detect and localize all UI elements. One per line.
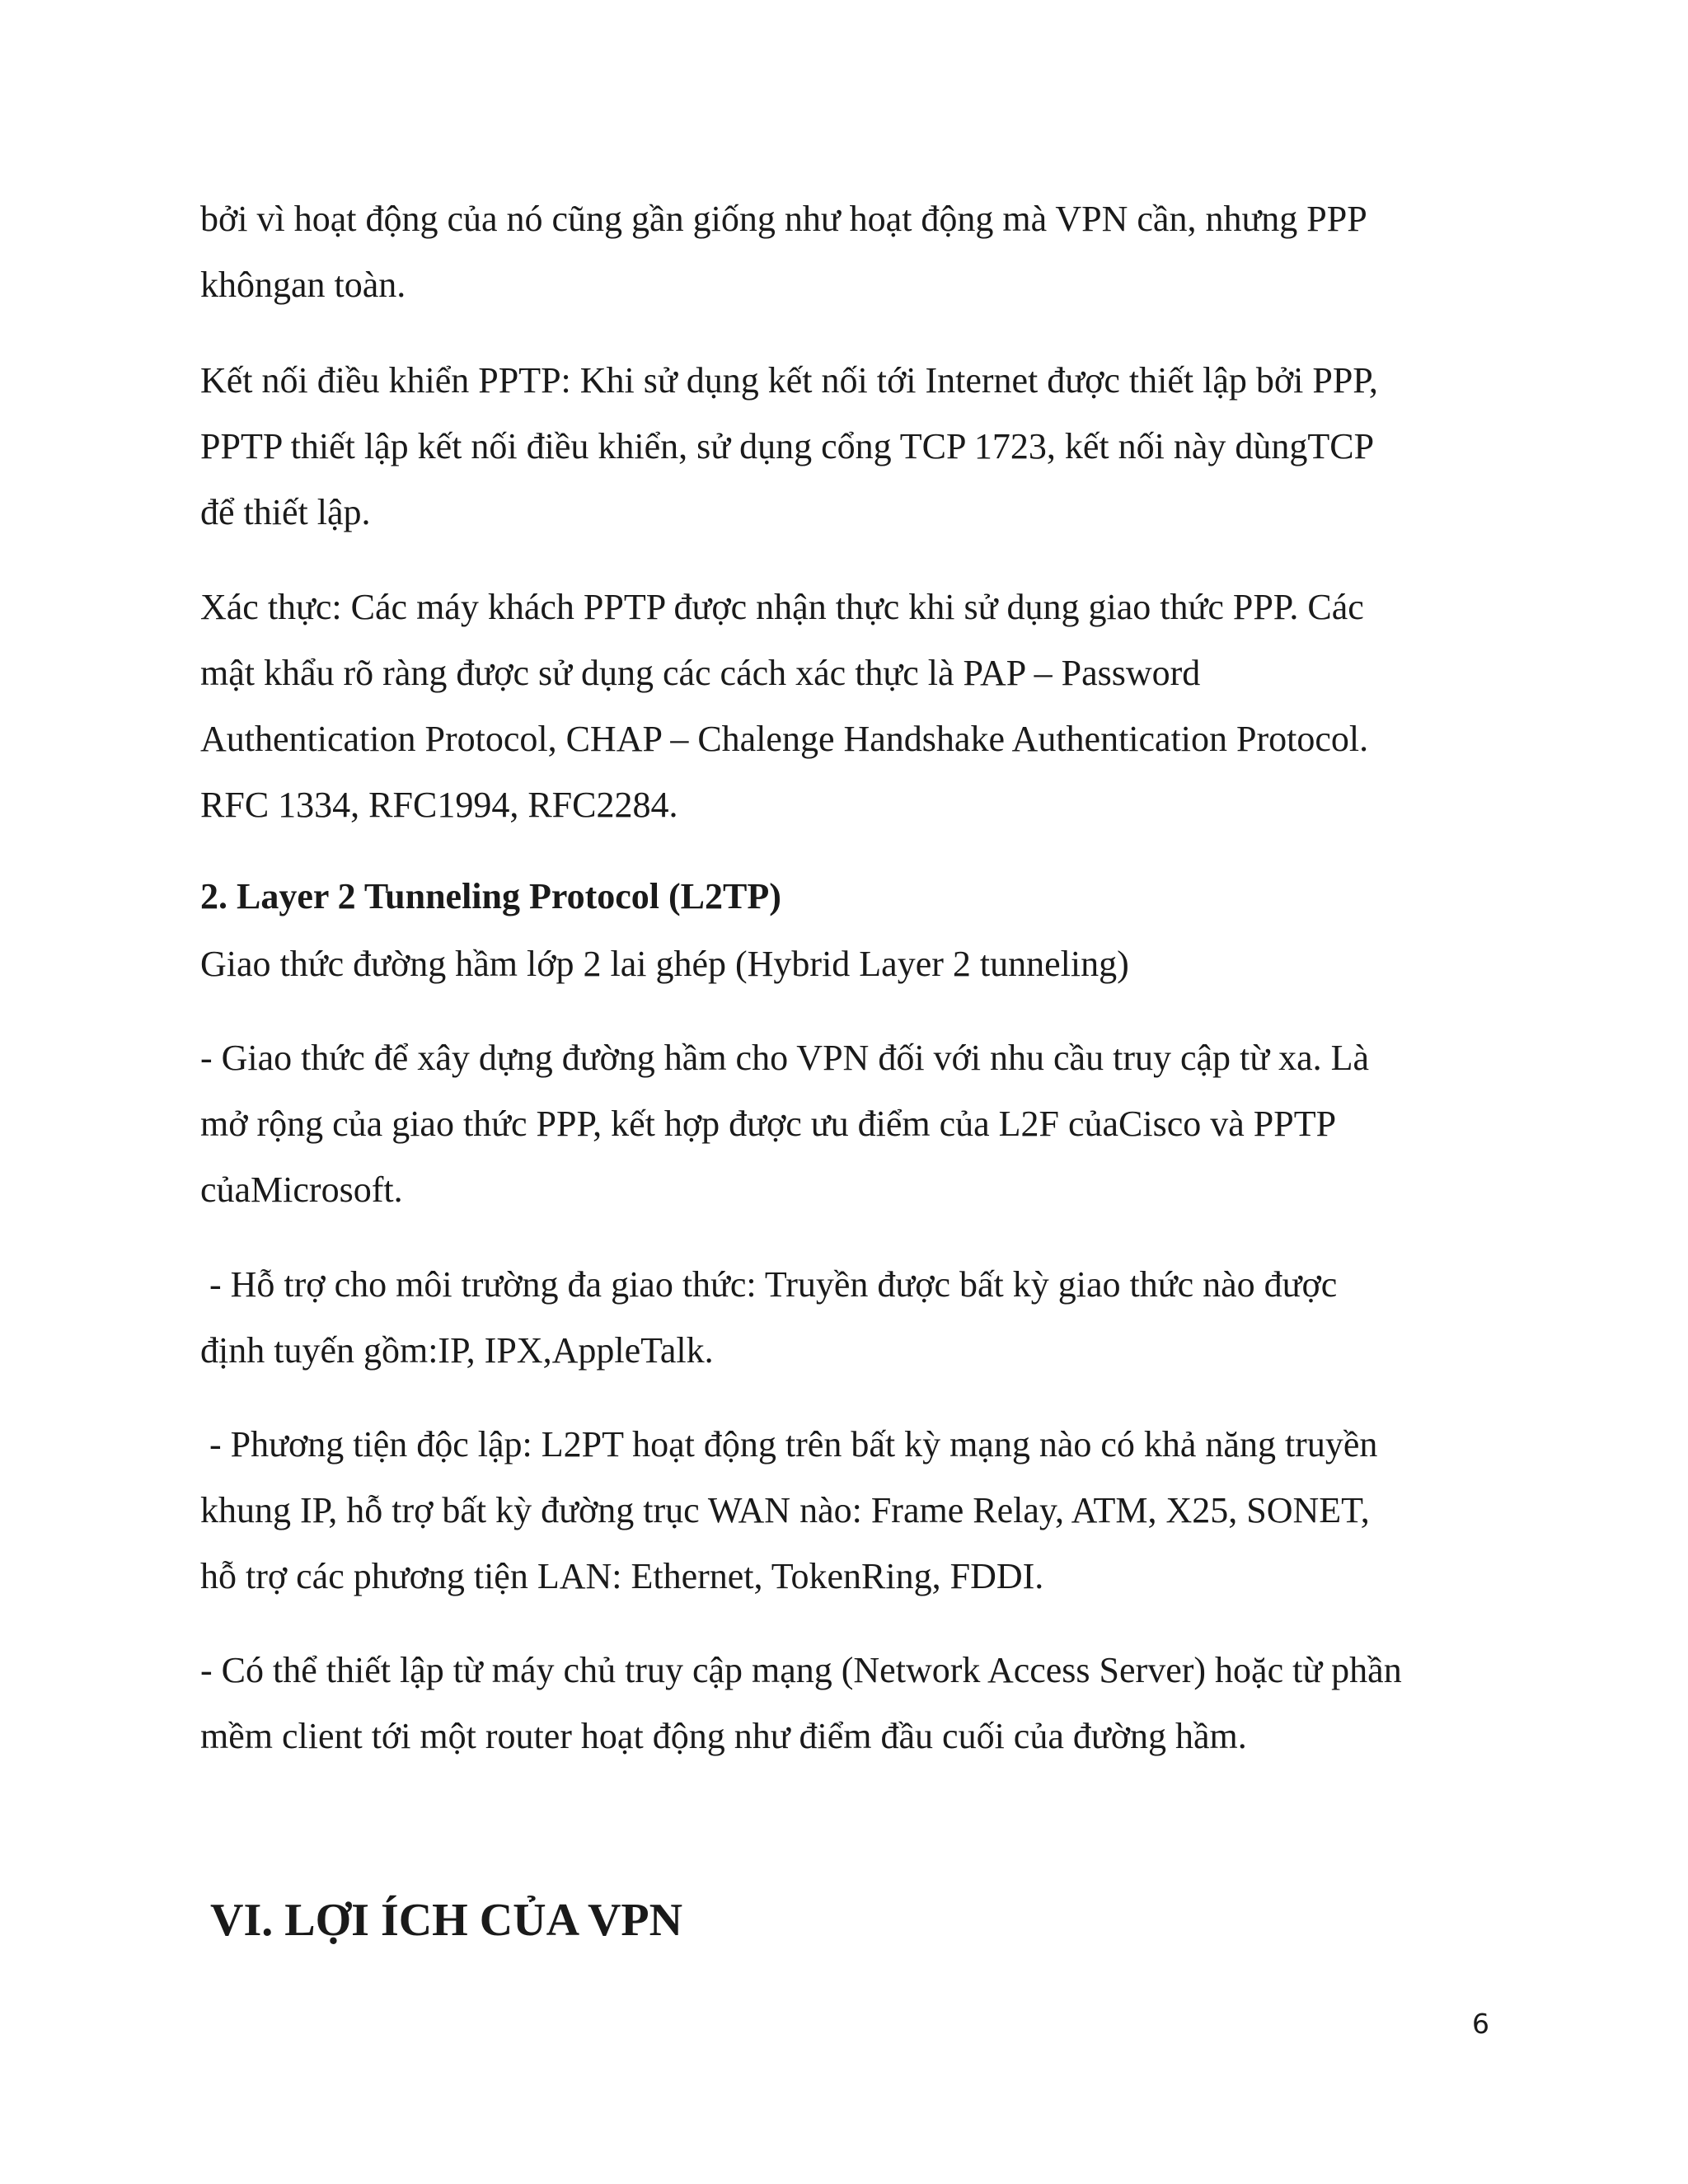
text-line: củaMicrosoft. <box>200 1169 403 1210</box>
page-number: 6 <box>1472 2008 1489 2040</box>
text-line: định tuyến gồm:IP, IPX,AppleTalk. <box>200 1330 714 1371</box>
bullet-tunnel-protocol <box>200 1025 1503 1223</box>
text-line: để thiết lập. <box>200 492 371 532</box>
text-line: - Giao thức để xây dựng đường hầm cho VPN đối với nhu cầu truy cập từ xa. Là <box>200 1038 1370 1078</box>
text-line: - Có thể thiết lập từ máy chủ truy cập mạng (Network Access Server) hoặc từ phần <box>200 1650 1402 1690</box>
subheading-l2tp: 2. Layer 2 Tunneling Protocol (L2TP) <box>200 876 781 916</box>
text-line: hỗ trợ các phương tiện LAN: Ethernet, TokenRing, FDDI. <box>200 1556 1044 1596</box>
text-line: mở rộng của giao thức PPP, kết hợp được ưu điểm của L2F củaCisco và PPTP <box>200 1104 1337 1144</box>
text-line: RFC 1334, RFC1994, RFC2284. <box>200 785 678 825</box>
text-line: Giao thức đường hầm lớp 2 lai ghép (Hybrid Layer 2 tunneling) <box>200 944 1129 984</box>
paragraph-authentication <box>200 574 1503 838</box>
text-line: mềm client tới một router hoạt động như điểm đầu cuối của đường hầm. <box>200 1716 1247 1756</box>
section-title: VI. LỢI ÍCH CỦA VPN <box>210 1895 683 1946</box>
text-line: khôngan toàn. <box>200 265 406 305</box>
text-line: Xác thực: Các máy khách PPTP được nhận thực khi sử dụng giao thức PPP. Các <box>200 587 1364 627</box>
text-line: khung IP, hỗ trợ bất kỳ đường trục WAN nào: Frame Relay, ATM, X25, SONET, <box>200 1490 1370 1530</box>
text-line: PPTP thiết lập kết nối điều khiển, sử dụng cổng TCP 1723, kết nối này dùngTCP <box>200 426 1375 466</box>
text-line: - Hỗ trợ cho môi trường đa giao thức: Truyền được bất kỳ giao thức nào được <box>200 1264 1338 1305</box>
bullet-nas-setup <box>200 1638 1503 1769</box>
text-line: Authentication Protocol, CHAP – Chalenge Handshake Authentication Protocol. <box>200 719 1369 759</box>
subheading-caption <box>200 931 1503 997</box>
text-line: - Phương tiện độc lập: L2PT hoạt động trên bất kỳ mạng nào có khả năng truyền <box>200 1424 1378 1465</box>
text-line: mật khẩu rõ ràng được sử dụng các cách xác thực là PAP – Password <box>200 653 1201 693</box>
bullet-multi-protocol <box>200 1252 1503 1384</box>
paragraph-pptp-control <box>200 348 1503 546</box>
paragraph-ppp-intro <box>200 186 1503 318</box>
text-line: Kết nối điều khiển PPTP: Khi sử dụng kết nối tới Internet được thiết lập bởi PPP, <box>200 360 1378 401</box>
bullet-media-independent <box>200 1412 1503 1610</box>
text-line: bởi vì hoạt động của nó cũng gần giống như hoạt động mà VPN cần, nhưng PPP <box>200 199 1367 239</box>
